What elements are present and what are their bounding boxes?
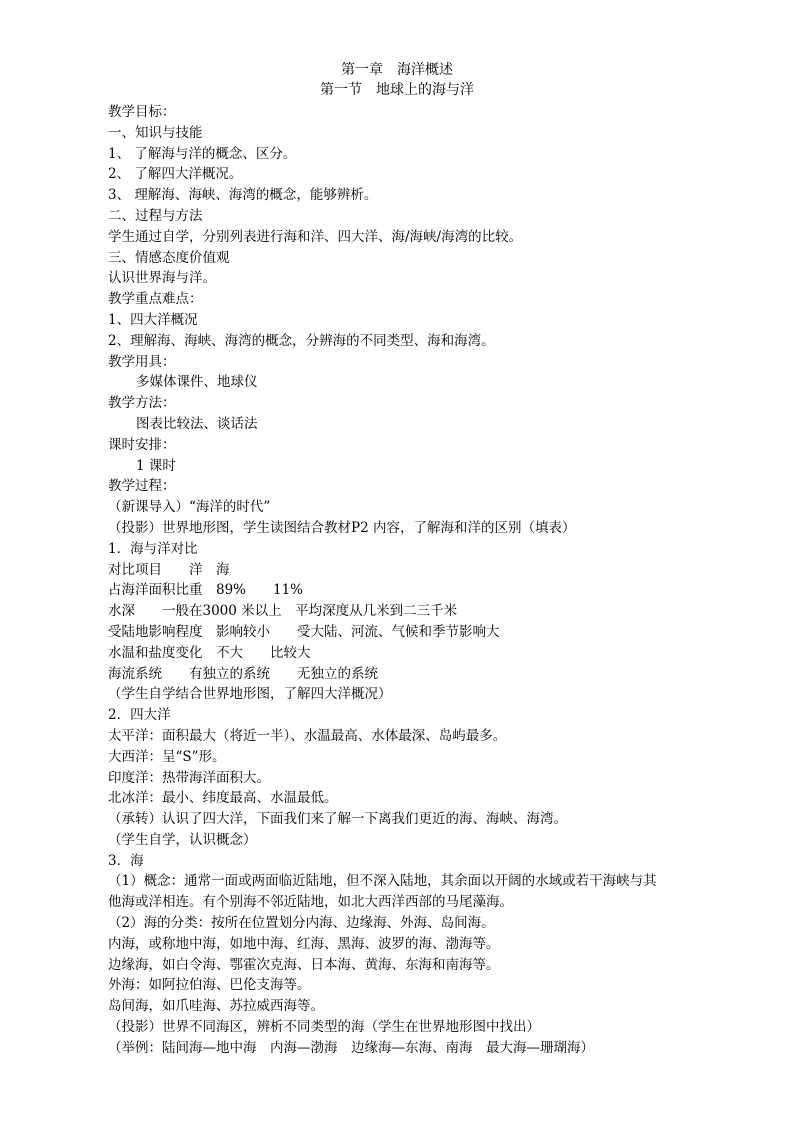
section-title: 第一节 地球上的海与洋 <box>320 82 474 98</box>
text-line: 3．海 <box>108 852 144 869</box>
text-line: 外海：如阿拉伯海、巴伦支海等。 <box>108 977 311 994</box>
text-line: 北冰洋：最小、纬度最高、水温最低。 <box>108 790 338 807</box>
text-line: 1．海与洋对比 <box>108 540 198 557</box>
text-line: 1、四大洋概况 <box>108 311 198 328</box>
text-line: 水深 一般在3000 米以上 平均深度从几米到二三千米 <box>108 603 458 620</box>
text-line: 水温和盐度变化 不大 比较大 <box>108 644 311 661</box>
text-line: 1、 了解海与洋的概念、区分。 <box>108 145 297 162</box>
text-line: （举例：陆间海—地中海 内海—渤海 边缘海—东海、南海 最大海—珊瑚海） <box>108 1039 594 1056</box>
text-line: 教学过程： <box>108 478 176 495</box>
text-line: 2．四大洋 <box>108 707 171 724</box>
text-line: 认识世界海与洋。 <box>108 270 216 287</box>
text-line: 岛间海，如爪哇海、苏拉威西海等。 <box>108 998 324 1015</box>
chapter-title: 第一章 海洋概述 <box>341 62 453 78</box>
text-line: 他海或洋相连。有个别海不邻近陆地，如北大西洋西部的马尾藻海。 <box>108 894 513 911</box>
text-line: （承转）认识了四大洋，下面我们来了解一下离我们更近的海、海峡、海湾。 <box>108 811 567 828</box>
text-line: 多媒体课件、地球仪 <box>136 374 258 391</box>
text-line: 2、理解海、海峡、海湾的概念，分辨海的不同类型、海和海湾。 <box>108 332 495 349</box>
text-line: 二、过程与方法 <box>108 207 203 224</box>
text-line: 课时安排： <box>108 436 176 453</box>
text-line: 印度洋：热带海洋面积大。 <box>108 769 270 786</box>
text-line: 内海，或称地中海，如地中海、红海、黑海、波罗的海、渤海等。 <box>108 935 500 952</box>
text-line: 教学目标： <box>108 104 176 120</box>
title-block <box>0 60 794 100</box>
text-line: 大西洋：呈“S”形。 <box>108 748 226 765</box>
text-line: 一、知识与技能 <box>108 124 203 141</box>
text-line: 三、情感态度价值观 <box>108 249 230 266</box>
text-line: 3、 理解海、海峡、海湾的概念，能够辨析。 <box>108 187 378 204</box>
text-line: 占海洋面积比重 89% 11% <box>108 582 304 599</box>
document-body <box>108 102 708 1059</box>
text-line: （1）概念：通常一面或两面临近陆地，但不深入陆地，其余面以开阔的水域或若干海峡与其 <box>108 873 657 890</box>
text-line: 教学重点难点： <box>108 291 203 308</box>
text-line: 太平洋：面积最大（将近一半）、水温最高、水体最深、岛屿最多。 <box>108 727 507 744</box>
text-line: （2）海的分类：按所在位置划分内海、边缘海、外海、岛间海。 <box>108 915 495 932</box>
text-line: 教学方法： <box>108 395 176 412</box>
text-line: 边缘海，如白令海、鄂霍次克海、日本海、黄海、东海和南海等。 <box>108 956 500 973</box>
text-line: 海流系统 有独立的系统 无独立的系统 <box>108 665 378 682</box>
text-line: 1 课时 <box>136 457 176 474</box>
text-line: （学生自学结合世界地形图，了解四大洋概况） <box>108 686 392 703</box>
text-line: 受陆地影响程度 影响较小 受大陆、河流、气候和季节影响大 <box>108 623 500 640</box>
text-line: （投影）世界不同海区，辨析不同类型的海（学生在世界地形图中找出） <box>108 1019 540 1036</box>
text-line: （学生自学，认识概念） <box>108 831 257 848</box>
text-line: 对比项目 洋 海 <box>108 561 230 578</box>
text-line: 2、 了解四大洋概况。 <box>108 166 243 183</box>
text-line: 教学用具： <box>108 353 176 370</box>
text-line: （投影）世界地形图，学生读图结合教材P2 内容，了解海和洋的区别（填表） <box>108 519 576 536</box>
text-line: 学生通过自学，分别列表进行海和洋、四大洋、海/海峡/海湾的比较。 <box>108 228 523 245</box>
text-line: （新课导入）“海洋的时代” <box>108 499 271 516</box>
text-line: 图表比较法、谈话法 <box>136 415 258 432</box>
